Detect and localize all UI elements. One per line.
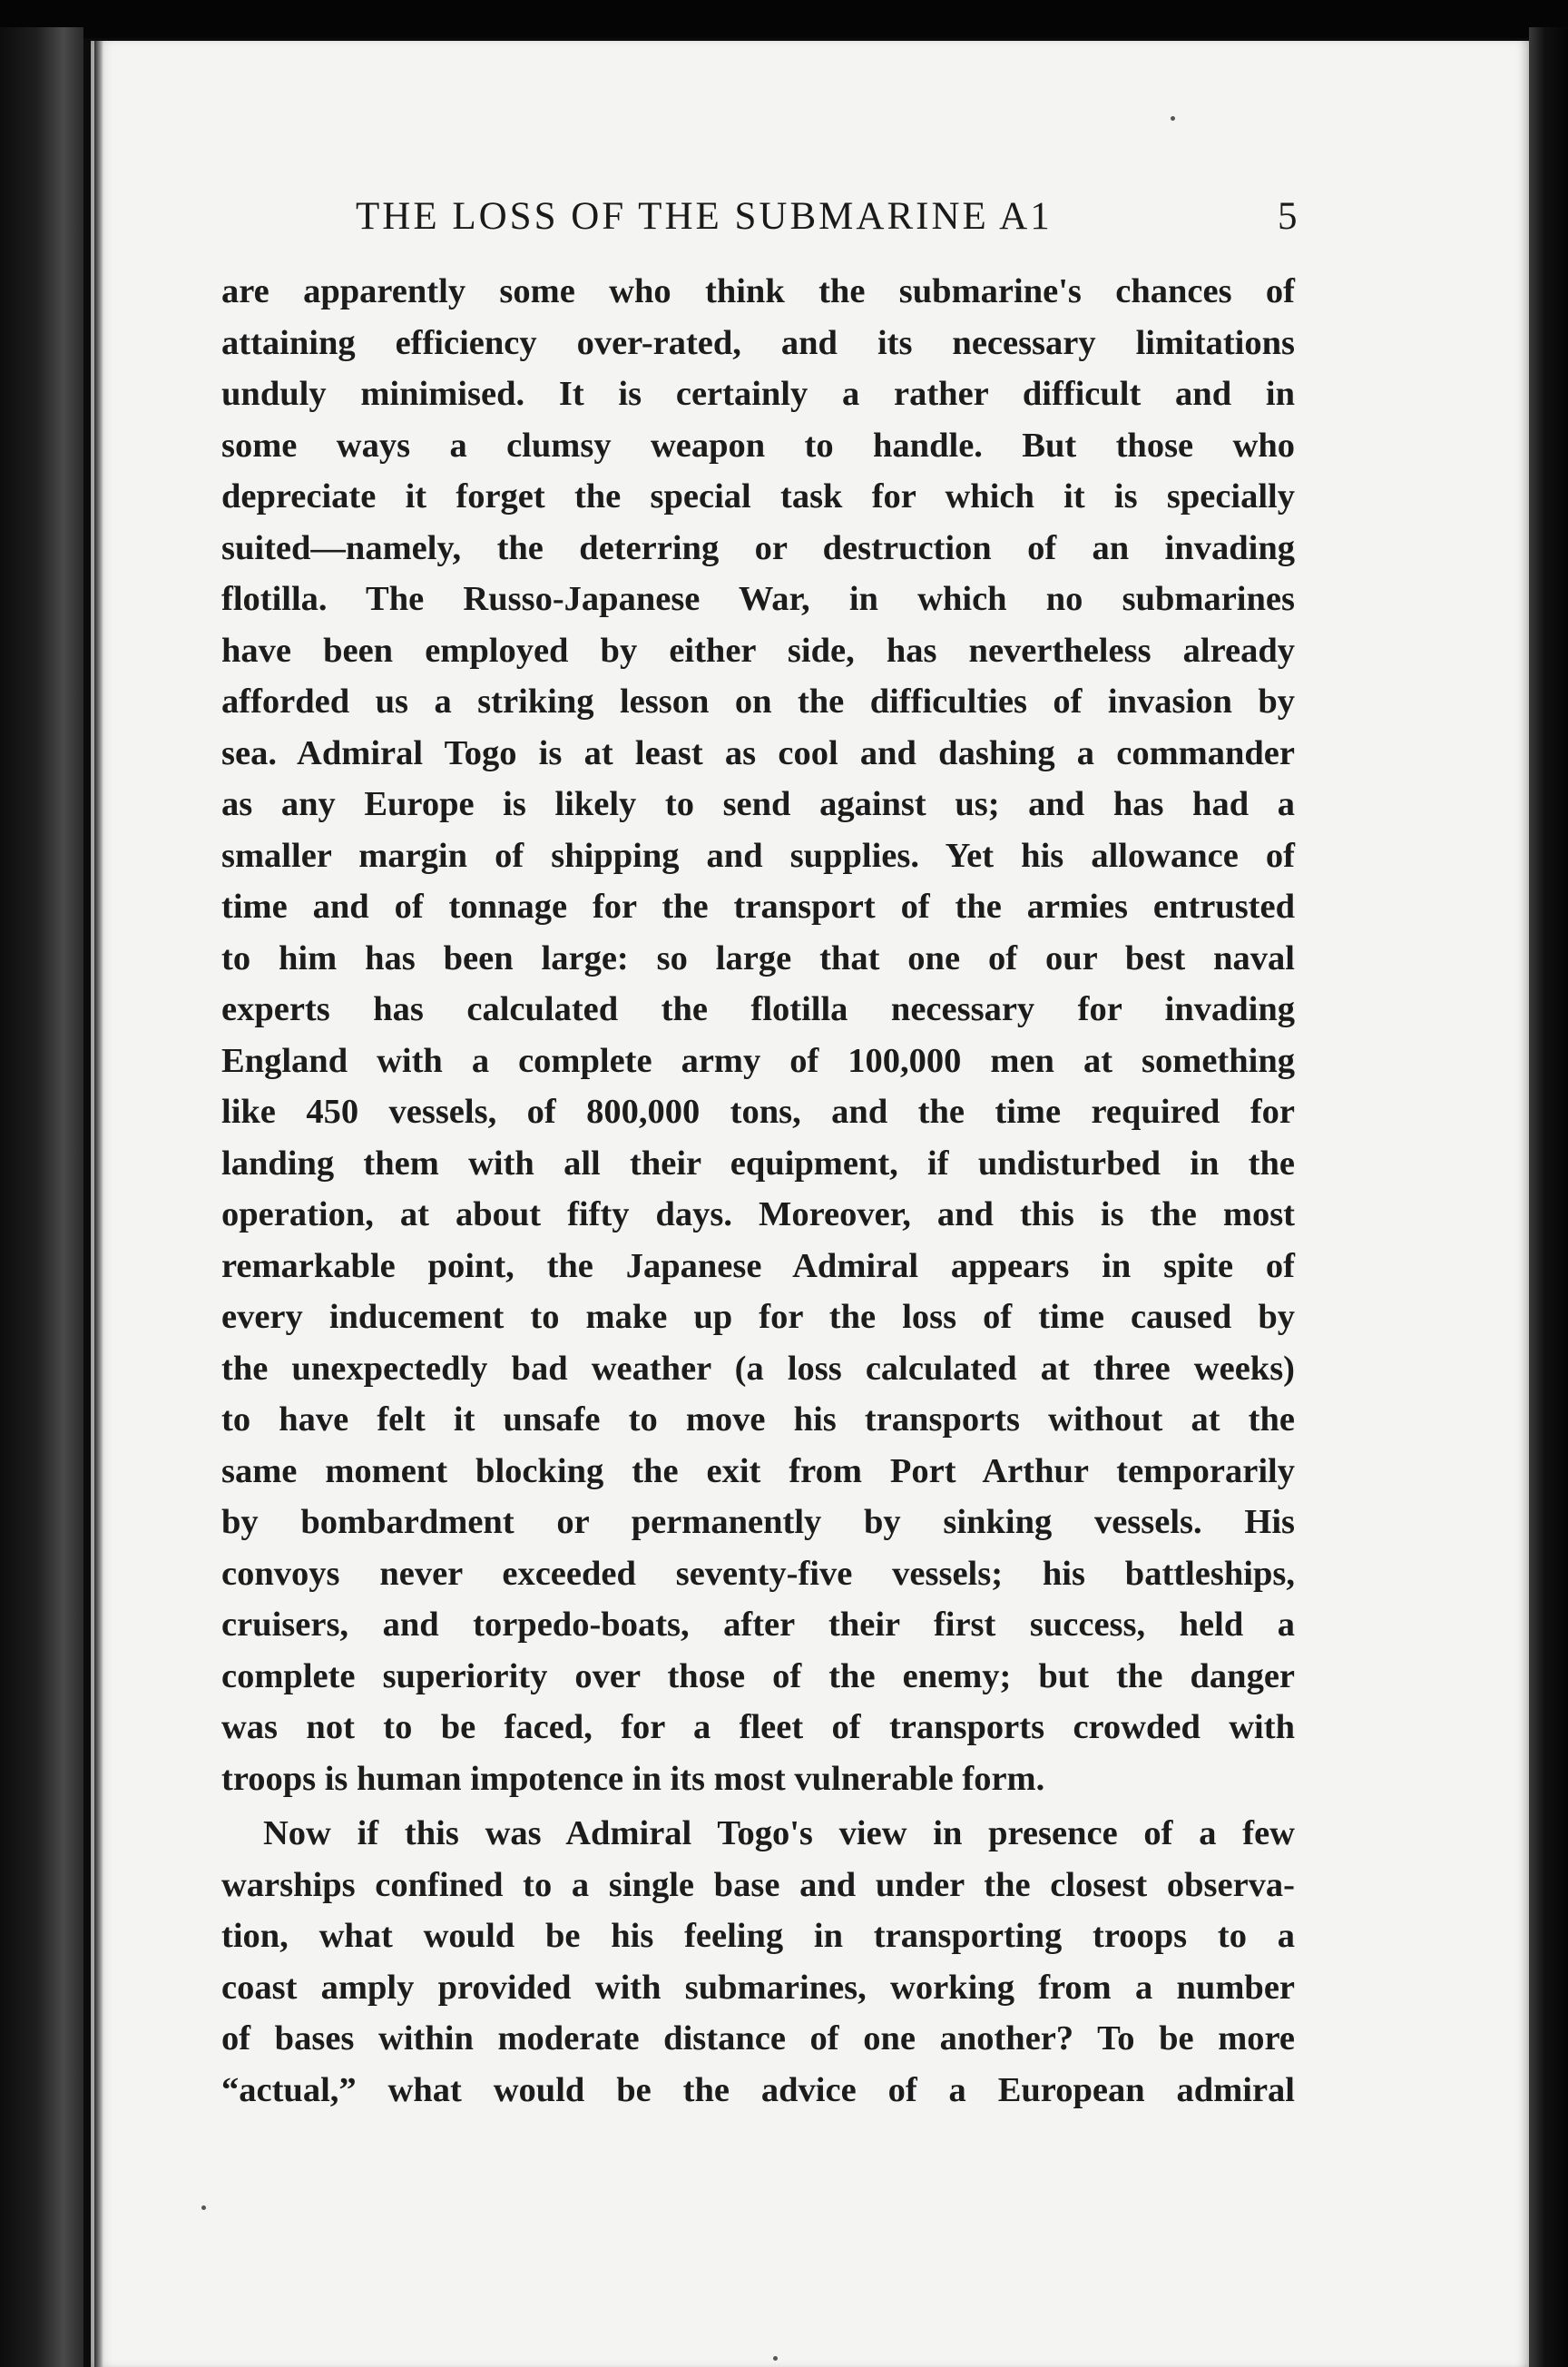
text-line: depreciate it forget the special task for which it is specially — [221, 477, 1295, 516]
text-line: flotilla. The Russo-Japanese War, in which no submarines — [221, 580, 1295, 618]
text-line: coast amply provided with submarines, working from a number — [221, 1968, 1295, 2007]
book-fore-edge — [1529, 27, 1568, 2367]
text-line: to him has been large: so large that one of our best naval — [221, 938, 1295, 977]
scan-speck — [1171, 116, 1175, 121]
text-line: operation, at about fifty days. Moreover, and this is the most — [221, 1195, 1295, 1233]
page-number: 5 — [1278, 195, 1298, 238]
text-line: remarkable point, the Japanese Admiral appears in spite of — [221, 1246, 1295, 1285]
text-line: unduly minimised. It is certainly a rather difficult and in — [221, 375, 1295, 413]
text-line: same moment blocking the exit from Port Arthur temporarily — [221, 1451, 1295, 1490]
text-line: smaller margin of shipping and supplies. Yet his allowance of — [221, 836, 1295, 875]
text-line: of bases within moderate distance of one another? To be more — [221, 2019, 1295, 2058]
text-line: attaining efficiency over-rated, and its necessary limitations — [221, 323, 1295, 362]
facing-page-edge — [0, 27, 83, 2367]
text-line: was not to be faced, for a fleet of transports crowded with — [221, 1708, 1295, 1746]
text-line: have been employed by either side, has nevertheless already — [221, 631, 1295, 670]
text-line: tion, what would be his feeling in transporting troops to a — [221, 1917, 1295, 1955]
text-line: time and of tonnage for the transport of the armies entrusted — [221, 888, 1295, 926]
text-line: Now if this was Admiral Togo's view in presence of a few — [263, 1814, 1295, 1852]
text-line: troops is human impotence in its most vulnerable form. — [221, 1759, 1045, 1798]
paragraph — [221, 1808, 1295, 2116]
text-line: “actual,” what would be the advice of a European admiral — [221, 2070, 1295, 2109]
text-line: experts has calculated the flotilla necessary for invading — [221, 990, 1295, 1028]
paragraph — [221, 266, 1295, 1804]
page-gutter — [94, 41, 103, 2367]
text-line: warships confined to a single base and under the closest observa- — [221, 1865, 1295, 1904]
text-line: every inducement to make up for the loss of time caused by — [221, 1298, 1295, 1336]
text-line: the unexpectedly bad weather (a loss calculated at three weeks) — [221, 1349, 1295, 1388]
text-line: suited—namely, the deterring or destruction of an invading — [221, 528, 1295, 567]
text-line: England with a complete army of 100,000 men at something — [221, 1041, 1295, 1080]
text-line: convoys never exceeded seventy-five vessels; his battleships, — [221, 1554, 1295, 1593]
text-line: some ways a clumsy weapon to handle. But those who — [221, 426, 1295, 465]
text-line: are apparently some who think the submarine's chances of — [221, 272, 1295, 310]
scan-speck — [201, 2205, 206, 2210]
text-line: as any Europe is likely to send against us; and has had a — [221, 785, 1295, 823]
text-line: complete superiority over those of the enemy; but the danger — [221, 1656, 1295, 1695]
text-line: afforded us a striking lesson on the difficulties of invasion by — [221, 683, 1295, 721]
body-text — [221, 266, 1295, 2116]
text-line: to have felt it unsafe to move his transports without at the — [221, 1400, 1295, 1439]
scan-top-border — [0, 0, 1568, 38]
text-line: sea. Admiral Togo is at least as cool and dashing a commander — [221, 733, 1295, 772]
text-line: landing them with all their equipment, if undisturbed in the — [221, 1144, 1295, 1183]
running-head: THE LOSS OF THE SUBMARINE A1 — [356, 195, 1053, 238]
text-line: like 450 vessels, of 800,000 tons, and the time required for — [221, 1093, 1295, 1131]
text-line: by bombardment or permanently by sinking vessels. His — [221, 1503, 1295, 1541]
text-line: cruisers, and torpedo-boats, after their first success, held a — [221, 1606, 1295, 1644]
scan-speck — [773, 2356, 778, 2361]
